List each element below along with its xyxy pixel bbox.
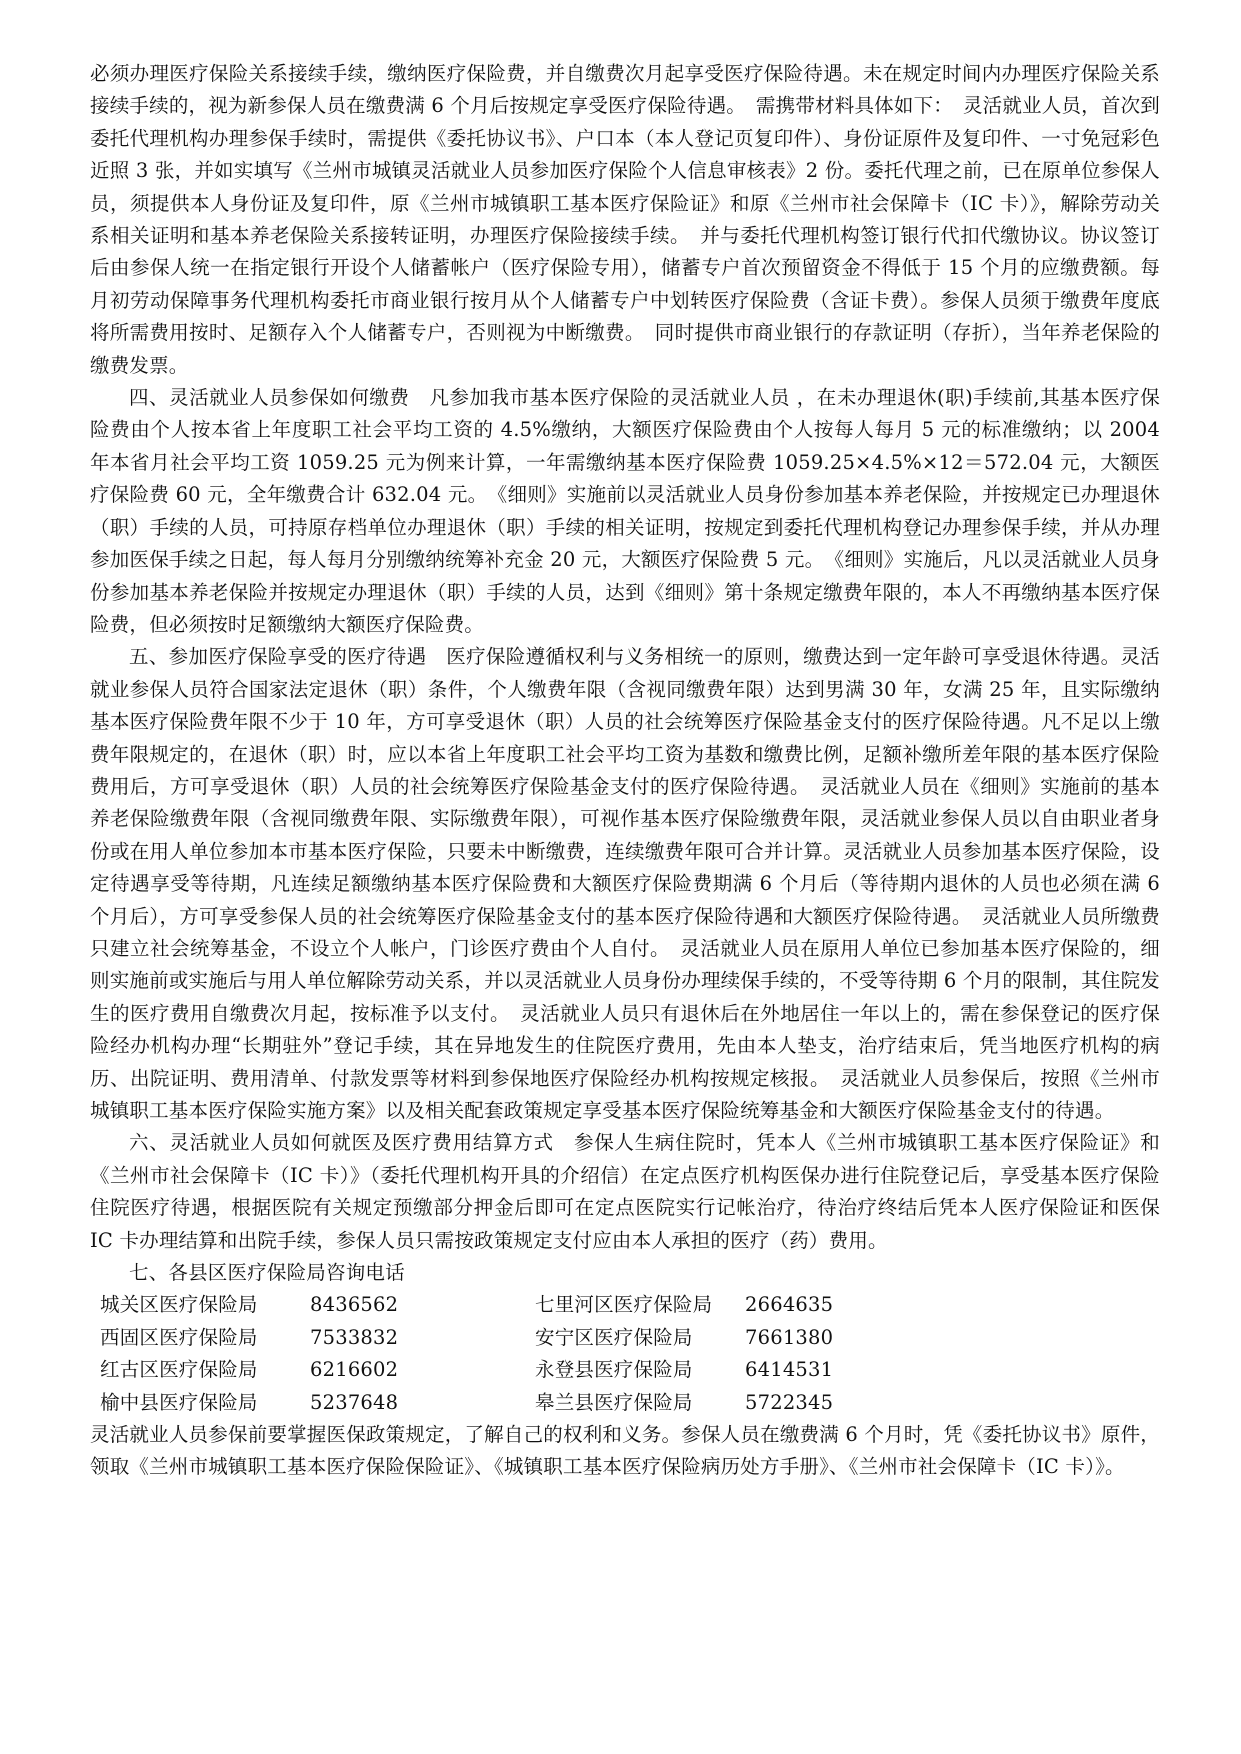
office-phone: 7533832 — [310, 1325, 399, 1349]
office-phone: 5722345 — [745, 1390, 834, 1414]
office-name: 七里河区医疗保险局 — [535, 1293, 713, 1317]
office-name: 红古区医疗保险局 — [100, 1358, 258, 1382]
paragraph-section-5-benefits: 五、参加医疗保险享受的医疗待遇 医疗保险遵循权利与义务相统一的原则，缴费达到一定年龄可享受退休待遇。灵活就业参保人员符合国家法定退休（职）条件，个人缴费年限（含视同缴费年限）达到男满 30 年，女满 25 年，且实际缴纳基本医疗保险费年限不少于 10 年，方可享受退休（职）人员的社会统筹医疗保险基金支付的医疗保险待遇。凡不足以上缴费年限规定的，在退休（职）时，应以本省上年度职工社会平均工资为基数和缴费比例，足额补缴所差年限的基本医疗保险费用后，方可享受退休（职）人员的社会统筹医疗保险基金支付的医疗保险待遇。 灵活就业人员在《细则》实施前的基本养老保险缴费年限（含视同缴费年限、实际缴费年限），可视作基本医疗保险缴费年限，灵活就业参保人员以自由职业者身份或在用人单位参加本市基本医疗保险，只要未中断缴费，连续缴费年限可合并计算。灵活就业人员参加基本医疗保险，设定待遇享受等待期，凡连续足额缴纳基本医疗保险费和大额医疗保险费期满 6 个月后（等待期内退休的人员也必须在满 6 个月后），方可享受参保人员的社会统筹医疗保险基金支付的基本医疗保险待遇和大额医疗保险待遇。 灵活就业人员所缴费只建立社会统筹基金，不设立个人帐户，门诊医疗费由个人自付。 灵活就业人员在原用人单位已参加基本医疗保险的，细则实施前或实施后与用人单位解除劳动关系，并以灵活就业人员身份办理续保手续的，不受等待期 6 个月的限制，其住院发生的医疗费用自缴费次月起，按标准予以支付。 灵活就业人员只有退休后在外地居住一年以上的，需在参保登记的医疗保险经办机构办理“长期驻外”登记手续，其在异地发生的住院医疗费用，先由本人垫支，治疗结束后，凭当地医疗机构的病历、出院证明、费用清单、付款发票等材料到参保地医疗保险经办机构按规定核报。 灵活就业人员参保后，按照《兰州市城镇职工基本医疗保险实施方案》以及相关配套政策规定享受基本医疗保险统筹基金和大额医疗保险基金支付的待遇。 — [90, 645, 1160, 1122]
paragraph-section-4-payment: 四、灵活就业人员参保如何缴费 凡参加我市基本医疗保险的灵活就业人员 ，在未办理退休(职)手续前,其基本医疗保险费由个人按本省上年度职工社会平均工资的 4.5%缴纳，大额医疗保险费由个人按每人每月 5 元的标准缴纳；以 2004 年本省月社会平均工资 1059.25 元为例来计算，一年需缴纳基本医疗保险费 1059.25×4.5%×12＝572.04 元，大额医疗保险费 60 元，全年缴费合计 632.04 元。 《细则》实施前以灵活就业人员身份参加基本养老保险，并按规定已办理退休（职）手续的人员，可持原存档单位办理退休（职）手续的相关证明，按规定到委托代理机构登记办理参保手续，并从办理参加医保手续之日起，每人每月分别缴纳统筹补充金 20 元，大额医疗保险费 5 元。 《细则》实施后，凡以灵活就业人员身份参加基本养老保险并按规定办理退休（职）手续的人员，达到《细则》第十条规定缴费年限的，本人不再缴纳基本医疗保险费，但必须按时足额缴纳大额医疗保险费。 — [90, 386, 1160, 636]
office-phone: 5237648 — [310, 1390, 399, 1414]
office-phone: 6216602 — [310, 1358, 399, 1382]
paragraph-materials: 必须办理医疗保险关系接续手续，缴纳医疗保险费，并自缴费次月起享受医疗保险待遇。未在规定时间内办理医疗保险关系接续手续的，视为新参保人员在缴费满 6 个月后按规定享受医疗保险待遇。 需携带材料具体如下： 灵活就业人员，首次到委托代理机构办理参保手续时，需提供《委托协议书》、户口本（本人登记页复印件）、身份证原件及复印件、一寸免冠彩色近照 3 张，并如实填写《兰州市城镇灵活就业人员参加医疗保险个人信息审核表》2 份。委托代理之前，已在原单位参保人员，须提供本人身份证及复印件，原《兰州市城镇职工基本医疗保险证》和原《兰州市社会保障卡（IC 卡）》，解除劳动关系相关证明和基本养老保险关系接转证明，办理医疗保险接续手续。 并与委托代理机构签订银行代扣代缴协议。协议签订后由参保人统一在指定银行开设个人储蓄帐户（医疗保险专用），储蓄专户首次预留资金不得低于 15 个月的应缴费额。每月初劳动保障事务代理机构委托市商业银行按月从个人储蓄专户中划转医疗保险费（含证卡费）。参保人员须于缴费年度底将所需费用按时、足额存入个人储蓄专户，否则视为中断缴费。 同时提供市商业银行的存款证明（存折），当年养老保险的缴费发票。 — [90, 62, 1160, 377]
table-row — [100, 1387, 970, 1419]
table-row — [100, 1289, 970, 1321]
document-body — [90, 58, 1160, 1484]
office-name: 安宁区医疗保险局 — [535, 1325, 693, 1349]
paragraph-closing: 灵活就业人员参保前要掌握医保政策规定，了解自己的权利和义务。参保人员在缴费满 6 个月时，凭《委托协议书》原件，领取《兰州市城镇职工基本医疗保险保险证》、《城镇职工基本医疗保险病历处方手册》、《兰州市社会保障卡（IC 卡）》。 — [90, 1423, 1160, 1479]
office-phone: 8436562 — [310, 1293, 399, 1317]
paragraph-section-7-heading: 七、各县区医疗保险局咨询电话 — [129, 1261, 405, 1285]
table-row — [100, 1354, 970, 1386]
office-phone: 6414531 — [745, 1358, 834, 1382]
phone-directory-table — [100, 1289, 970, 1419]
office-phone: 2664635 — [745, 1293, 834, 1317]
office-name: 城关区医疗保险局 — [100, 1293, 258, 1317]
office-name: 皋兰县医疗保险局 — [535, 1390, 693, 1414]
office-name: 榆中县医疗保险局 — [100, 1390, 258, 1414]
paragraph-section-6-settlement: 六、灵活就业人员如何就医及医疗费用结算方式 参保人生病住院时，凭本人《兰州市城镇职工基本医疗保险证》和《兰州市社会保障卡（IC 卡）》（委托代理机构开具的介绍信）在定点医疗机构医保办进行住院登记后，享受基本医疗保险住院医疗待遇，根据医院有关规定预缴部分押金后即可在定点医院实行记帐治疗，待治疗终结后凭本人医疗保险证和医保 IC 卡办理结算和出院手续，参保人员只需按政策规定支付应由本人承担的医疗（药）费用。 — [90, 1131, 1160, 1252]
office-phone: 7661380 — [745, 1325, 834, 1349]
table-row — [100, 1322, 970, 1354]
office-name: 永登县医疗保险局 — [535, 1358, 693, 1382]
office-name: 西固区医疗保险局 — [100, 1325, 258, 1349]
